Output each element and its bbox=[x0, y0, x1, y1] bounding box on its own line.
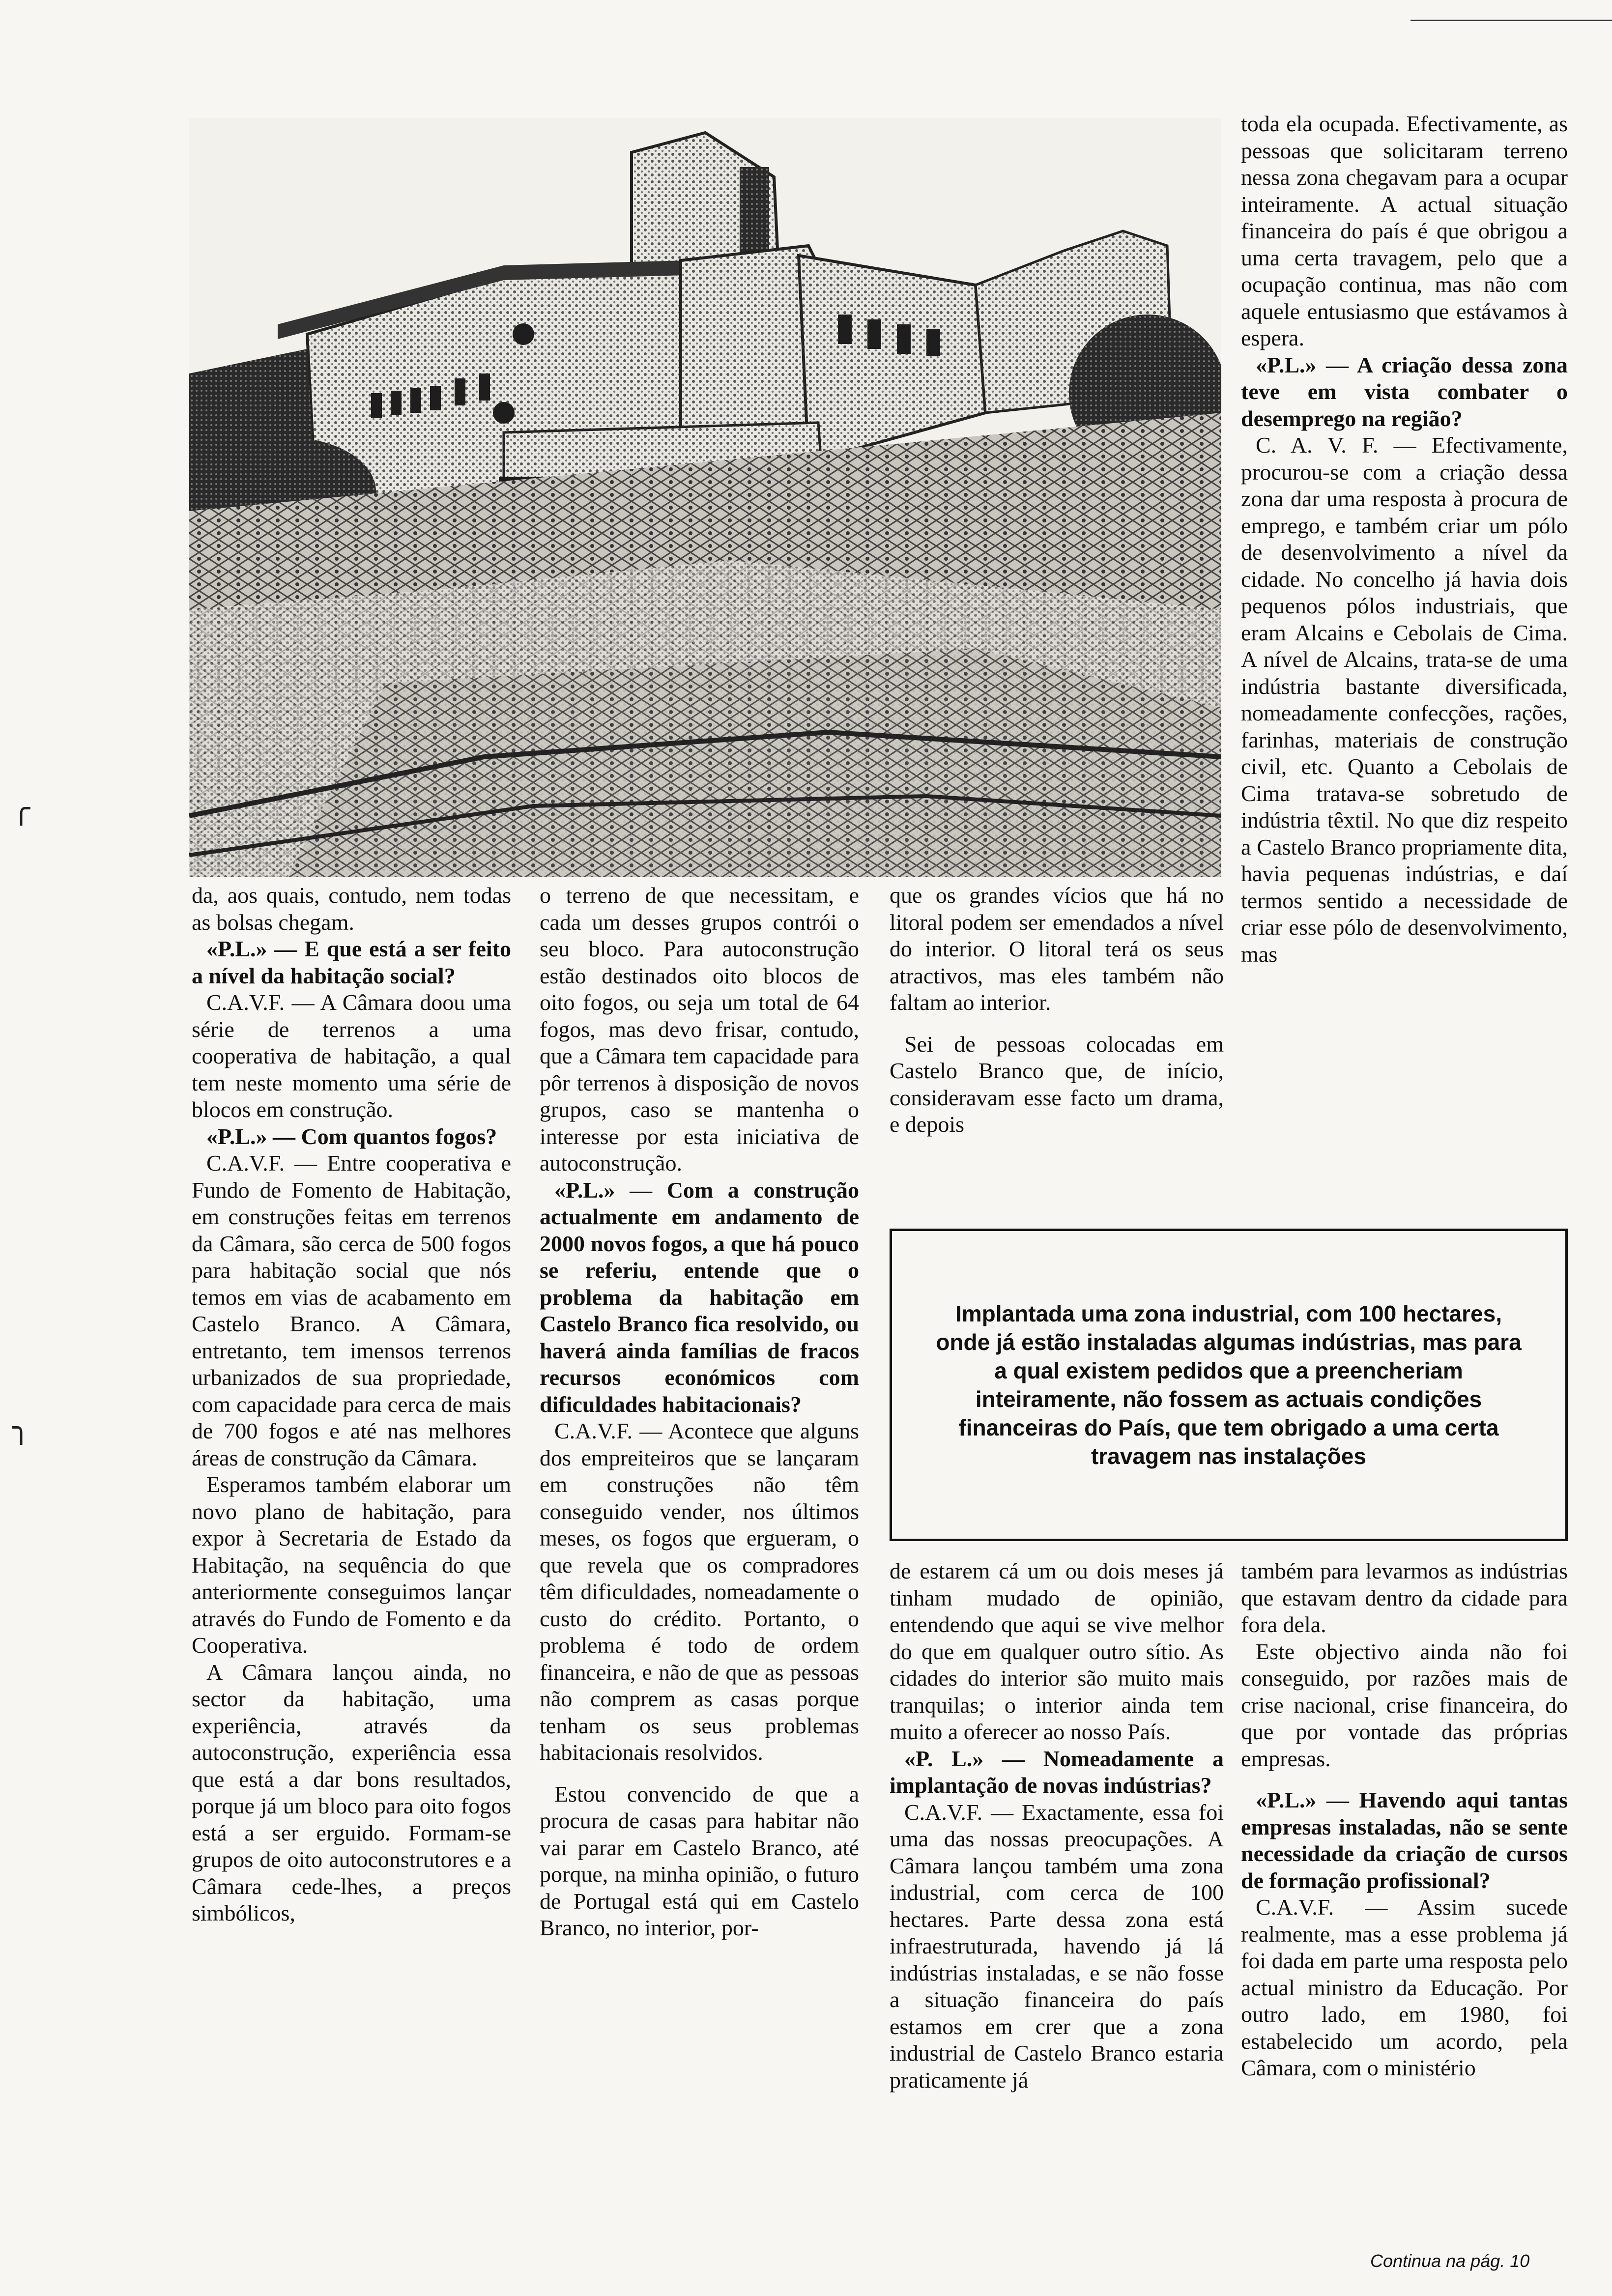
paragraph: que os grandes vícios que há no litoral podem ser emendados a nível do interior. O litoral terá os seus atractivos, mas eles também não faltam ao interior. bbox=[890, 883, 1224, 1015]
interview-question: «P.L.» — E que está a ser feito a nível da habitação social? bbox=[192, 936, 511, 988]
top-rule bbox=[1410, 20, 1612, 21]
article-column-3-bottom bbox=[890, 1558, 1224, 2094]
pull-quote-text: Implantada uma zona industrial, com 100 hectares, onde já estão instaladas algumas indústrias, mas para a qual existem pedidos que a preencheriam inteiramente, não fossem as actuais condições financeiras do País, que tem obrigado a uma certa travagem nas instalações bbox=[936, 1301, 1522, 1469]
article-column-2 bbox=[540, 882, 859, 1942]
interview-question: «P.L.» — A criação dessa zona teve em vista combater o desemprego na região? bbox=[1241, 352, 1568, 431]
continuation-note: Continua na pág. 10 bbox=[1370, 2251, 1530, 2271]
paragraph: C.A.V.F. — A Câmara doou uma série de terrenos a uma cooperativa de habitação, a qual tem neste momento uma série de blocos em construção. bbox=[192, 990, 511, 1122]
paragraph: Este objectivo ainda não foi conseguido, por razões mais de crise nacional, crise financeira, do que por vontade das próprias empresas. bbox=[1241, 1638, 1568, 1771]
paragraph: A Câmara lançou ainda, no sector da habitação, uma experiência, através da autoconstrução, experiência essa que está a dar bons resultados, porque já um bloco para oito fogos está a ser erguido. Formam-se grupos de oito autoconstrutores e a Câmara cede-lhes, a preços simbólicos, bbox=[192, 1659, 511, 1925]
paragraph: também para levarmos as indústrias que estavam dentro da cidade para fora dela. bbox=[1241, 1558, 1568, 1637]
building-photo bbox=[189, 118, 1221, 877]
article-column-4-top bbox=[1241, 111, 1568, 968]
paragraph: Estou convencido de que a procura de casas para habitar não vai parar em Castelo Branco, até porque, na minha opinião, o futuro de Portugal está qui em Castelo Branco, no interior, por- bbox=[540, 1781, 859, 1940]
paragraph: toda ela ocupada. Efectivamente, as pessoas que solicitaram terreno nessa zona chegavam para a ocupar inteiramente. A actual situação financeira do país é que obrigou a uma certa travagem, pelo que a ocupação continua, mas não com aquele entusiasmo que estávamos à espera. bbox=[1241, 111, 1568, 350]
margin-mark: ╭ bbox=[12, 791, 30, 826]
article-column-4-bottom bbox=[1241, 1558, 1568, 2082]
margin-mark: ╮ bbox=[12, 1410, 30, 1445]
paragraph: de estarem cá um ou dois meses já tinham mudado de opinião, entendendo que aqui se vive melhor do que em qualquer outro sítio. As cidades do interior são muito mais tranquilas; o interior ainda tem muito a oferecer ao nosso País. bbox=[890, 1558, 1224, 1744]
paragraph: C.A.V.F. — Acontece que alguns dos empreiteiros que se lançaram em construções não têm conseguido vender, nos últimos meses, os fogos que ergueram, o que revela que os compradores têm dificuldades, nomeadamente o custo do crédito. Portanto, o problema é todo de ordem financeira, e não de que as pessoas não comprem as casas porque tenham os seus problemas habitacionais resolvidos. bbox=[540, 1418, 859, 1765]
paragraph: C. A. V. F. — Efectivamente, procurou-se com a criação dessa zona dar uma resposta à procura de emprego, e também criar um pólo de desenvolvimento a nível da cidade. No concelho já havia dois pequenos pólos industriais, que eram Alcains e Cebolais de Cima. A nível de Alcains, trata-se de uma indústria bastante diversificada, nomeadamente confecções, rações, farinhas, materiais de construção civil, etc. Quanto a Cebolais de Cima tratava-se sobretudo de indústria têxtil. No que diz respeito a Castelo Branco propriamente dita, havia pequenas indústrias, e daí termos sentido a necessidade de criar esse pólo de desenvolvimento, mas bbox=[1241, 432, 1568, 967]
paragraph: C.A.V.F. — Entre cooperativa e Fundo de Fomento de Habitação, em construções feitas em terrenos da Câmara, são cerca de 500 fogos para habitação social que nós temos em vias de acabamento em Castelo Branco. A Câmara, entretanto, tem imensos terrenos urbanizados de sua propriedade, com capacidade para cerca de mais de 700 fogos e até nas melhores áreas de construção da Câmara. bbox=[192, 1150, 511, 1470]
pull-quote-box bbox=[890, 1229, 1568, 1541]
article-column-1 bbox=[192, 882, 511, 1927]
paragraph: o terreno de que necessitam, e cada um desses grupos contrói o seu bloco. Para autoconstrução estão destinados oito blocos de oito fogos, ou seja um total de 64 fogos, mas devo frisar, contudo, que a Câmara tem capacidade para pôr terrenos à disposição de novos grupos, caso se mantenha o interesse por esta iniciativa de autoconstrução. bbox=[540, 883, 859, 1176]
article-column-3-top bbox=[890, 882, 1224, 1138]
paragraph: C.A.V.F. — Assim sucede realmente, mas a esse problema já foi dada em parte uma resposta pelo actual ministro da Educação. Por outro lado, em 1980, foi estabelecido um acordo, pela Câmara, com o ministério bbox=[1241, 1894, 1568, 2080]
interview-question: «P.L.» — Com quantos fogos? bbox=[206, 1123, 497, 1149]
paragraph: Esperamos também elaborar um novo plano de habitação, para expor à Secretaria de Estado da Habitação, na sequência do que anteriormente conseguimos lançar através do Fundo de Fomento e da Cooperativa. bbox=[192, 1472, 511, 1658]
interview-question: «P. L.» — Nomeadamente a implantação de novas indústrias? bbox=[890, 1746, 1224, 1798]
paragraph: da, aos quais, contudo, nem todas as bolsas chegam. bbox=[192, 883, 511, 935]
interview-question: «P.L.» — Havendo aqui tantas empresas instaladas, não se sente necessidade da criação de cursos de formação profissional? bbox=[1241, 1787, 1568, 1893]
paragraph: C.A.V.F. — Exactamente, essa foi uma das nossas preocupações. A Câmara lançou também uma zona industrial, com cerca de 100 hectares. Parte dessa zona está infraestruturada, havendo já lá indústrias instaladas, e se não fosse a situação financeira do país estamos em crer que a zona industrial de Castelo Branco estaria praticamente já bbox=[890, 1799, 1224, 2093]
paragraph: Sei de pessoas colocadas em Castelo Branco que, de início, consideravam esse facto um drama, e depois bbox=[890, 1031, 1224, 1137]
interview-question: «P.L.» — Com a construção actualmente em andamento de 2000 novos fogos, a que há pouco se referiu, entende que o problema da habitação em Castelo Branco fica resolvido, ou haverá ainda famílias de fracos recursos económicos com dificuldades habitacionais? bbox=[540, 1177, 859, 1417]
